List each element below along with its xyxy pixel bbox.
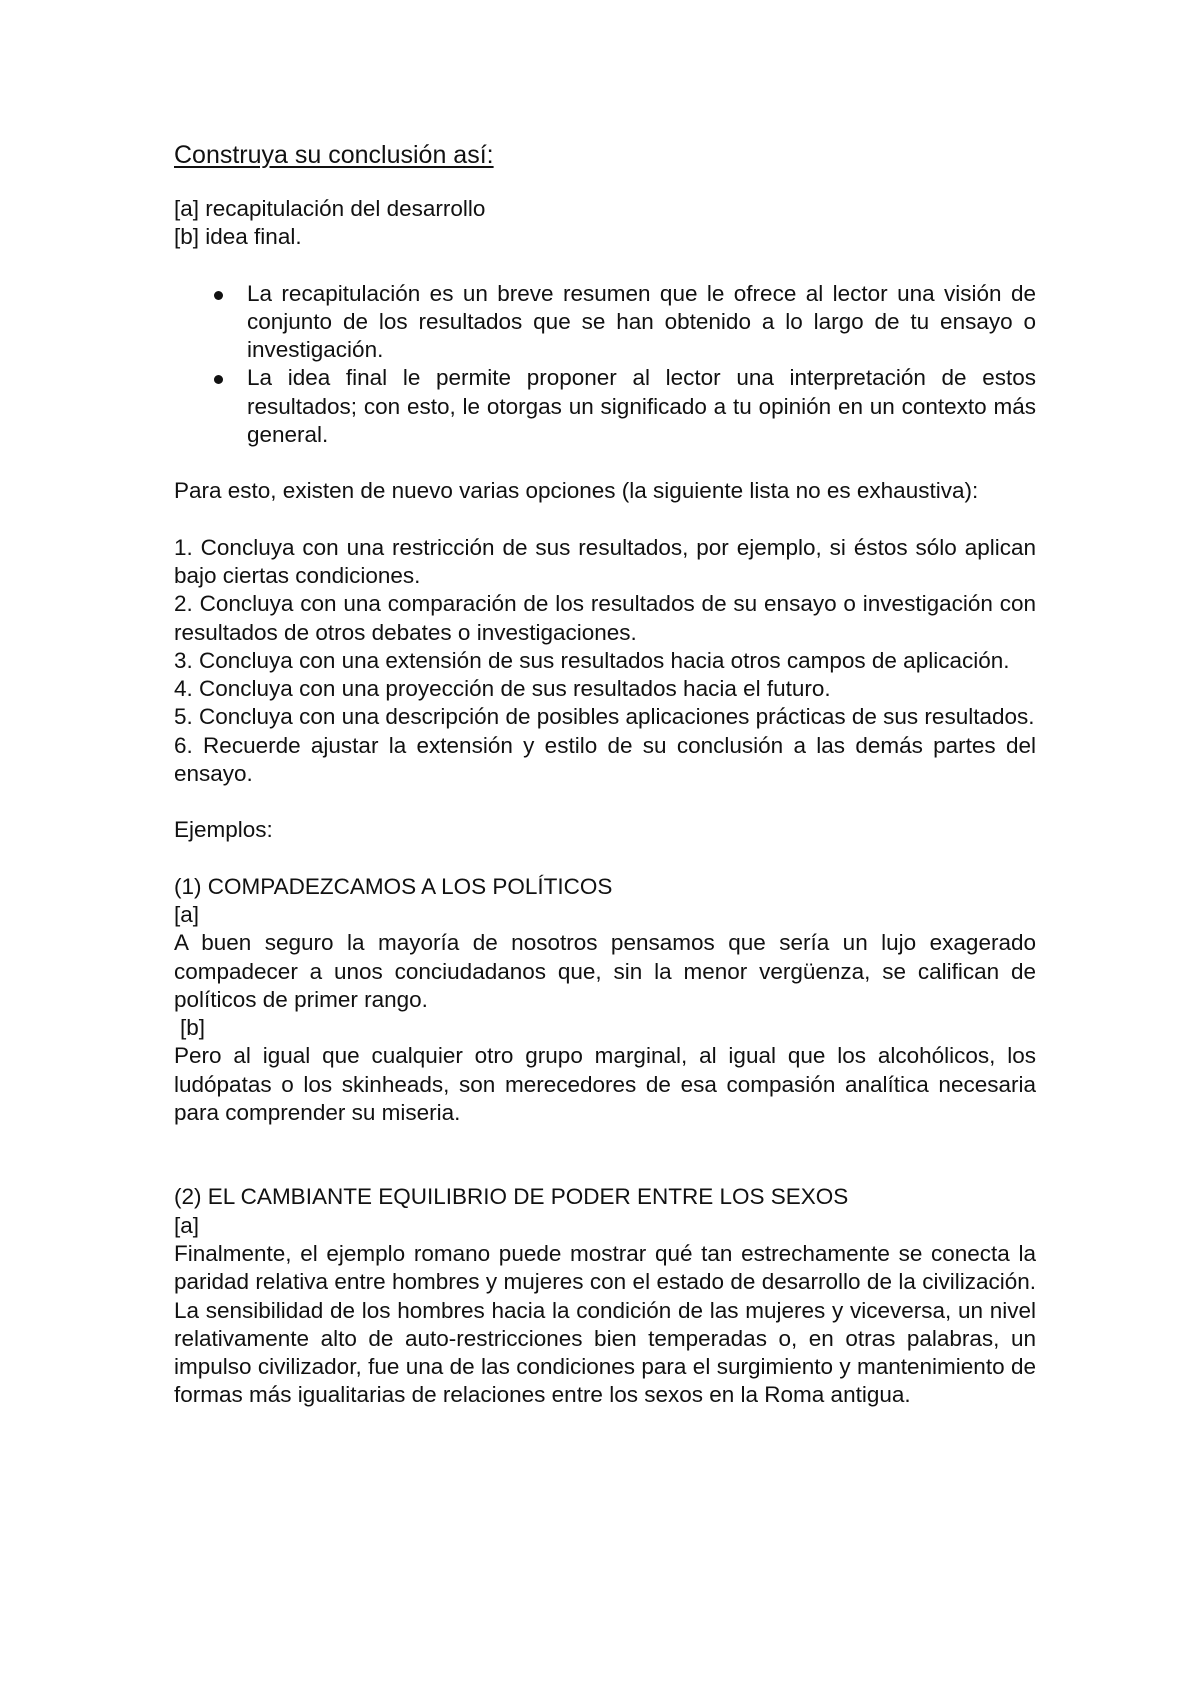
- option-item-4: 4. Concluya con una proyección de sus resultados hacia el futuro.: [174, 676, 831, 702]
- bullet-item-idea-final: [174, 364, 1036, 449]
- bullet-item-recapitulacion: [174, 280, 1036, 365]
- page-title: Construya su conclusión así:: [174, 141, 494, 169]
- structure-item-b: [b] idea final.: [174, 224, 302, 250]
- example-1-label-b: [b]: [180, 1015, 206, 1041]
- bullet-text: La recapitulación es un breve resumen que le ofrece al lector una visión de conjunto de los resultados que se han obtenido a lo largo de tu ensayo o investigación.: [247, 280, 1036, 363]
- option-item-6: 6. Recuerde ajustar la extensión y estilo de su conclusión a las demás partes del ensayo.: [174, 732, 1036, 787]
- spacer: [174, 506, 1036, 534]
- bullet-icon: [214, 291, 223, 300]
- spacer: [174, 449, 1036, 477]
- example-1-text-a: A buen seguro la mayoría de nosotros pensamos que sería un lujo exagerado compadecer a unos conciudadanos que, sin la menor vergüenza, se califican de políticos de primer rango.: [174, 930, 1036, 1012]
- example-2-text-a: Finalmente, el ejemplo romano puede mostrar qué tan estrechamente se conecta la paridad relativa entre hombres y mujeres con el estado de desarrollo de la civilización. La sensibilidad de los hombres hacia la condición de las mujeres y viceversa, un nivel relativamente alto de auto-restricciones bien temperadas o, en otras palabras, un impulso civilizador, fue una de las condiciones para el surgimiento y mantenimiento de formas más igualitarias de relaciones entre los sexos en la Roma antigua.: [174, 1240, 1036, 1408]
- examples-label: Ejemplos:: [174, 817, 273, 843]
- spacer: [174, 1127, 1036, 1183]
- spacer: [174, 845, 1036, 873]
- document-page: [174, 138, 1036, 1410]
- spacer: [174, 252, 1036, 280]
- options-list: [174, 534, 1036, 789]
- bullet-list: [174, 280, 1036, 450]
- spacer: [174, 788, 1036, 816]
- example-2: [174, 1183, 1036, 1409]
- bullet-icon: [214, 375, 223, 384]
- example-2-heading: (2) EL CAMBIANTE EQUILIBRIO DE PODER ENTRE LOS SEXOS: [174, 1184, 849, 1210]
- options-intro: Para esto, existen de nuevo varias opciones (la siguiente lista no es exhaustiva):: [174, 478, 979, 504]
- option-item-5: 5. Concluya con una descripción de posibles aplicaciones prácticas de sus resultados.: [174, 704, 1035, 730]
- bullet-text: La idea final le permite proponer al lector una interpretación de estos resultados; con esto, le otorgas un significado a tu opinión en un contexto más general.: [247, 365, 1036, 448]
- example-1-label-a: [a]: [174, 901, 200, 927]
- option-item-3: 3. Concluya con una extensión de sus resultados hacia otros campos de aplicación.: [174, 647, 1010, 673]
- example-1: [174, 873, 1036, 1128]
- example-2-label-a: [a]: [174, 1212, 200, 1238]
- example-1-text-b: Pero al igual que cualquier otro grupo marginal, al igual que los alcohólicos, los ludópatas o los skinheads, son merecedores de esa compasión analítica necesaria para comprender su miseria.: [174, 1043, 1036, 1126]
- option-item-1: 1. Concluya con una restricción de sus resultados, por ejemplo, si éstos sólo aplican bajo ciertas condiciones.: [174, 534, 1036, 588]
- option-item-2: 2. Concluya con una comparación de los resultados de su ensayo o investigación con resultados de otros debates o investigaciones.: [174, 591, 1036, 645]
- structure-item-a: [a] recapitulación del desarrollo: [174, 196, 486, 221]
- example-1-heading: (1) COMPADEZCAMOS A LOS POLÍTICOS: [174, 873, 613, 899]
